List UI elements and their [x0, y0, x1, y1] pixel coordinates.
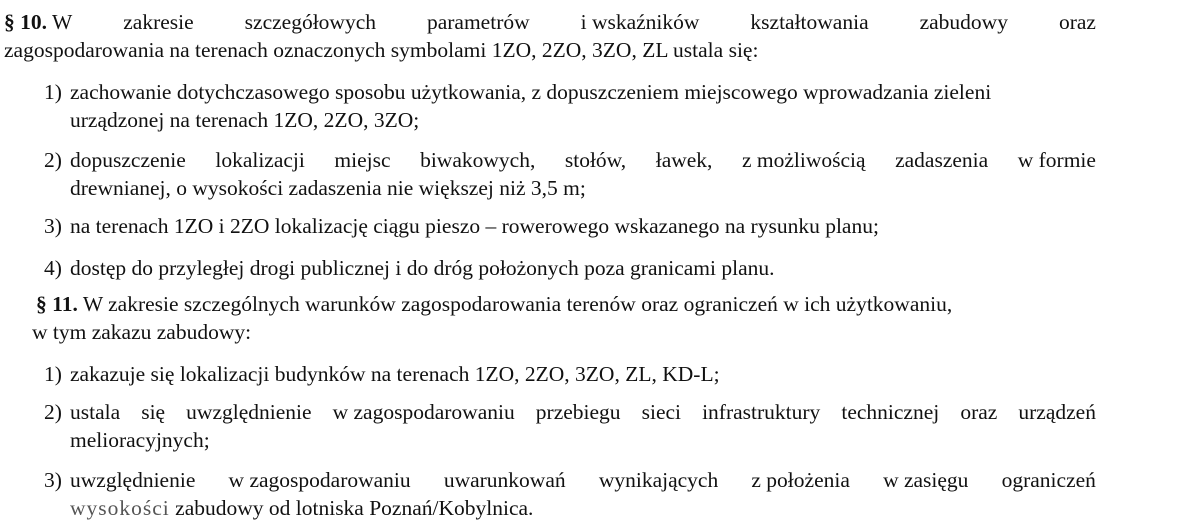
section-10-paragraph — [4, 8, 1096, 64]
section-11-number: § 11. — [36, 292, 78, 316]
obscured-text: wysokości — [70, 496, 170, 520]
section-11-line-1: § 11. W zakresie szczególnych warunków zagospodarowania terenów oraz ograniczeń w ich użytkowaniu, — [36, 292, 953, 316]
document-page: § 10. W zakresie szczegółowych parametrów i wskaźników kształtowania zabudowy oraz zagospodarowania na terenach oznaczonych symbolami 1ZO, 2ZO, 3ZO, ZL ustala się: 1) zachowanie dotychczasowego sposobu użytkowania, z dopuszczeniem miejscowego wprowadzania zieleni urządzonej na terenach 1ZO, 2ZO, 3ZO; 2) dopuszczenie lokalizacji miejsc biwakowych, stołów, ławek, z możliwością zadaszenia w formie drewnianej, o wysokości zadaszenia nie większej niż 3,5 m; 3) na terenach 1ZO i 2ZO lokalizację ciągu pieszo – rowerowego wskazanego na rysunku planu; 4) dostęp do przyległej drogi publicznej i do dróg położonych poza granicami planu. § 11. W zakresie szczególnych warunków zagospodarowania terenów oraz ograniczeń w ich użytkowaniu, w tym zakazu zabudowy: 1) zakazuje się lokalizacji budynków na terenach 1ZO, 2ZO, 3ZO, ZL, KD-L; 2) ustala się uwzględnienie w zagospodarowaniu przebiegu sieci infrastruktury technicznej oraz urządzeń melioracyjnych; 3) uwzględnienie w zagospodarowaniu uwarunkowań wynikających z położenia w zasięgu ograniczeń wysokości zabudowy od lotniska Poznań/Kobylnica. — [4, 10, 1096, 520]
section-11-line-2: w tym zakazu zabudowy: — [32, 320, 252, 344]
section-11-paragraph — [4, 290, 1096, 346]
section-10-line-1: § 10. W zakresie szczegółowych parametrów i wskaźników kształtowania zabudowy oraz — [4, 10, 1096, 34]
section-10-number: § 10. — [4, 10, 47, 34]
section-10-line-2: zagospodarowania na terenach oznaczonych symbolami 1ZO, 2ZO, 3ZO, ZL ustala się: — [4, 38, 759, 62]
